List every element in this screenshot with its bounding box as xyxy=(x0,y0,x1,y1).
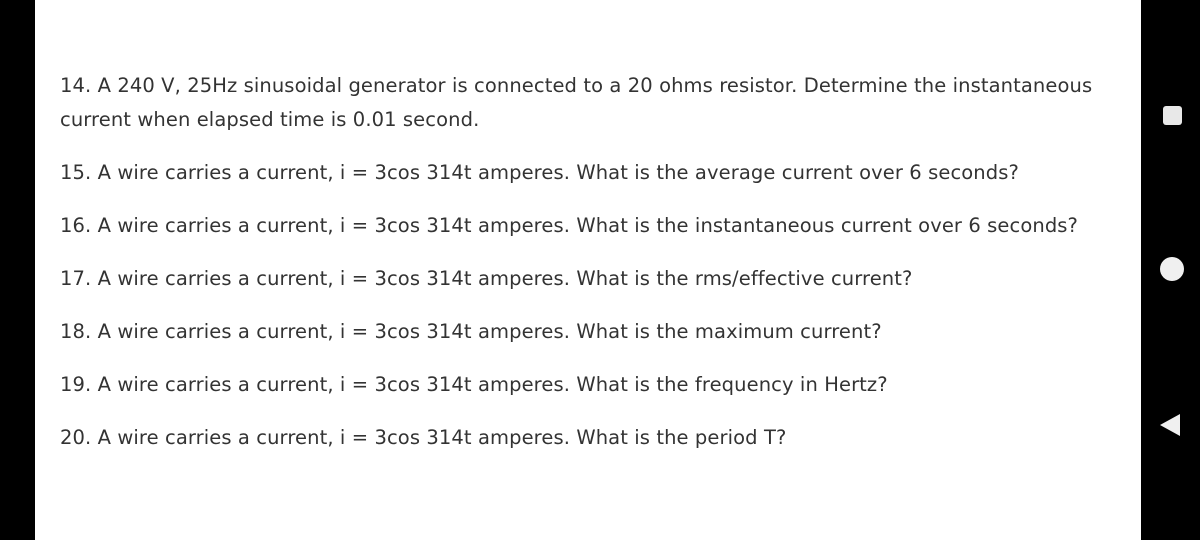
home-circle-icon[interactable] xyxy=(1160,257,1184,281)
question-16: 16. A wire carries a current, i = 3cos 314t amperes. What is the instantaneous current over 6 seconds? xyxy=(60,214,1079,237)
question-14: 14. A 240 V, 25Hz sinusoidal generator is connected to a 20 ohms resistor. Determine the instantaneous current when elapsed time is 0.01 second. xyxy=(60,74,1093,131)
question-19: 19. A wire carries a current, i = 3cos 314t amperes. What is the frequency in Hertz? xyxy=(60,373,888,396)
question-17: 17. A wire carries a current, i = 3cos 314t amperes. What is the rms/effective current? xyxy=(60,267,913,290)
question-18: 18. A wire carries a current, i = 3cos 314t amperes. What is the maximum current? xyxy=(60,320,882,343)
question-20: 20. A wire carries a current, i = 3cos 314t amperes. What is the period T? xyxy=(60,426,787,449)
back-triangle-icon[interactable] xyxy=(1160,414,1180,436)
question-list xyxy=(60,69,1120,455)
question-15: 15. A wire carries a current, i = 3cos 314t amperes. What is the average current over 6 seconds? xyxy=(60,161,1019,184)
navigation-bar xyxy=(1141,0,1200,540)
recents-square-icon[interactable] xyxy=(1163,106,1182,125)
document-page xyxy=(35,0,1141,540)
